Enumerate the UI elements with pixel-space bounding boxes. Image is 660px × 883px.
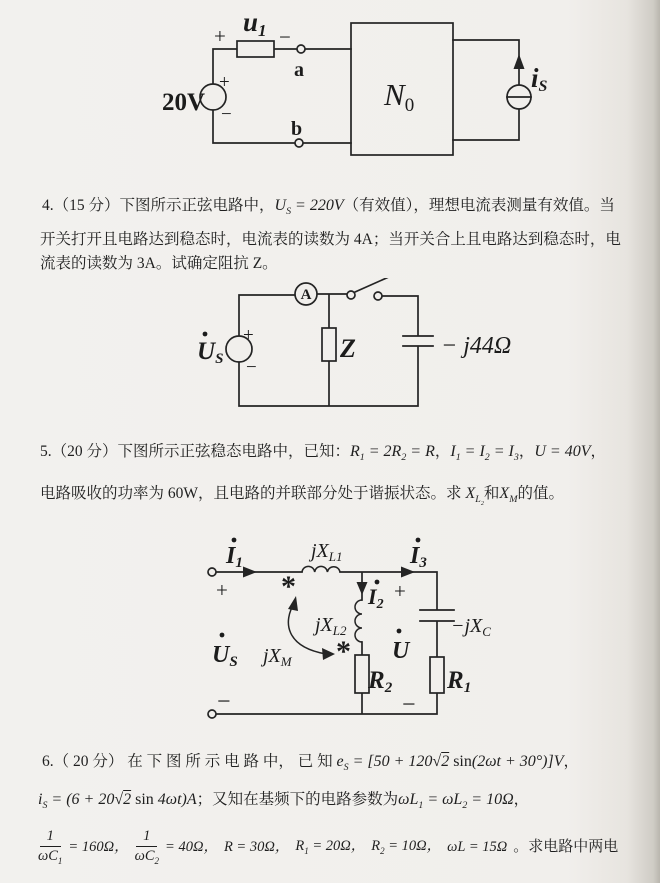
figure-two-port-circuit <box>0 0 660 185</box>
problem5-and: 和 <box>483 485 500 502</box>
xl2-label: $jX_{L2}$ <box>315 614 347 638</box>
problem6-line2 <box>38 789 529 813</box>
switch-blade <box>355 278 391 292</box>
formula-c1-value: = 160Ω， <box>68 838 129 855</box>
wire <box>216 572 454 714</box>
formula-r-value: R = 30Ω， <box>223 838 290 855</box>
source-minus-sign: − <box>221 104 232 125</box>
source-20v-label: 20V <box>162 89 206 116</box>
formula-wl-value: ωL = 15Ω <box>447 838 508 855</box>
u1-label: u1 <box>243 7 267 40</box>
switch-contact-left <box>347 291 355 299</box>
i2-arrow-icon <box>357 582 368 595</box>
xl1-label: $jX_{L1}$ <box>311 540 343 564</box>
fraction-numerator: 1 <box>136 828 157 846</box>
resistor-r1 <box>430 657 444 693</box>
problem6-line3-end: 。求电路中两电 <box>513 838 619 855</box>
source-minus-sign: − <box>246 357 257 378</box>
minus-sign-left: − <box>217 689 231 715</box>
terminal-b-label: b <box>291 118 303 140</box>
terminal-a <box>297 45 305 53</box>
problem4-lead: 4.（15 分）下图所示正弦电路中， <box>42 197 275 214</box>
ammeter-label: A <box>300 287 312 303</box>
terminal-a-label: a <box>294 59 304 81</box>
i1-label: I1 <box>226 543 243 571</box>
problem6-lead: 6.（ 20 分） 在 下 图 所 示 电 路 中， 已 知 <box>42 753 337 770</box>
u1-minus-sign: − <box>279 25 291 49</box>
comma: ， <box>563 753 580 770</box>
inductor-xl2 <box>355 600 362 642</box>
fraction-denominator: $\omega C_2$ <box>134 847 160 866</box>
problem4-formula-us: $U_S = 220V$ <box>274 197 344 218</box>
switch-contact-right <box>374 292 382 300</box>
r2-label: R2 <box>368 667 393 696</box>
problem5-line2-text: 电路吸收的功率为 60W，且电路的并联部分处于谐振状态。求 <box>40 485 462 502</box>
resistor-u1 <box>237 41 274 57</box>
phasor-dot <box>220 633 225 638</box>
problem5-line1 <box>40 441 606 465</box>
formula-i: $I_1 = I_2 = I_3$ <box>450 443 519 464</box>
z-label: Z <box>340 334 356 363</box>
fraction-omega-c1 <box>38 828 62 865</box>
phasor-dot <box>397 629 402 634</box>
us-label: US <box>197 338 224 367</box>
xc-label: $-jX_C$ <box>451 615 491 639</box>
source-plus-sign: + <box>219 72 230 93</box>
problem5-lead: 5.（20 分）下图所示正弦稳态电路中，已知： <box>40 443 351 460</box>
n0-label: N0 <box>384 77 415 116</box>
formula-wl: $\omega L_1 = \omega L_2 = 10\Omega$ <box>398 791 514 812</box>
formula-is: $i_S = (6 + 20√2$ sin 4ωt)A <box>38 791 197 812</box>
figure-coupled-inductor-circuit <box>0 525 660 730</box>
resistor-r2 <box>355 655 369 693</box>
source-plus-sign: + <box>243 325 254 346</box>
polarity-star-bottom: * <box>336 635 351 668</box>
impedance-z <box>322 328 336 361</box>
formula-xm: $X_M$ <box>499 485 518 506</box>
problem6-line3 <box>38 822 618 872</box>
us-label: US <box>212 642 238 670</box>
formula-r1-value: $R_1 = 20\Omega$， <box>295 838 366 857</box>
formula-es: $e_S = [50 + 120√2$ sin(2ωt + 30°)]V <box>336 753 564 774</box>
phasor-dot <box>203 332 208 337</box>
polarity-star-top: * <box>281 570 296 603</box>
is-label: iS <box>531 63 548 95</box>
plus-sign-right: + <box>394 579 406 603</box>
problem6-line1 <box>42 751 579 775</box>
fraction-omega-c2 <box>135 828 159 865</box>
capacitor-value-label: − j44Ω <box>441 333 512 359</box>
problem4-line1 <box>42 195 615 219</box>
phasor-dot <box>232 538 237 543</box>
i3-label: I3 <box>410 543 427 571</box>
formula-xl2: $X_{L_2}$ <box>465 485 484 508</box>
inductor-xl1 <box>302 566 340 572</box>
figure-ammeter-circuit <box>0 278 660 423</box>
i2-label: I2 <box>368 584 384 612</box>
phasor-dot <box>416 538 421 543</box>
i1-arrow-icon <box>243 567 257 578</box>
fraction-denominator: $\omega C_1$ <box>38 847 63 866</box>
xm-label: $jX_M$ <box>263 645 292 669</box>
problem6-line2-text: ；又知在基频下的电路参数为 <box>196 791 399 808</box>
formula-r: $R_1 = 2R_2 = R$ <box>350 443 435 464</box>
terminal-b <box>295 139 303 147</box>
comma: ， <box>518 443 535 460</box>
input-terminal-top <box>208 568 216 576</box>
formula-r2-value: $R_2 = 10\Omega$， <box>371 838 442 857</box>
problem4-tail: （有效值），理想电流表测量有效值。当 <box>343 197 615 214</box>
comma: ， <box>434 443 451 460</box>
u1-plus-sign: + <box>214 24 226 48</box>
r1-label: R1 <box>447 667 472 696</box>
comma: ， <box>590 443 606 460</box>
formula-u: U = 40V <box>534 443 591 460</box>
is-arrow-icon <box>514 54 525 69</box>
problem4-line2: 开关打开且电路达到稳态时，电流表的读数为 4A；当开关合上且电路达到稳态时，电 <box>40 231 621 248</box>
plus-sign-left: + <box>216 578 228 602</box>
fraction-numerator: 1 <box>40 828 61 846</box>
input-terminal-bottom <box>208 710 216 718</box>
problem5-line2 <box>40 483 564 509</box>
problem5-line2-end: 的值。 <box>517 485 564 502</box>
coupling-arrowhead-bottom <box>322 648 335 660</box>
problem4-line3: 流表的读数为 3A。试确定阻抗 Z。 <box>40 255 278 272</box>
comma: ， <box>513 791 530 808</box>
u-label: U <box>392 638 410 664</box>
minus-sign-right: − <box>402 692 416 718</box>
formula-c2-value: = 40Ω， <box>165 838 218 855</box>
